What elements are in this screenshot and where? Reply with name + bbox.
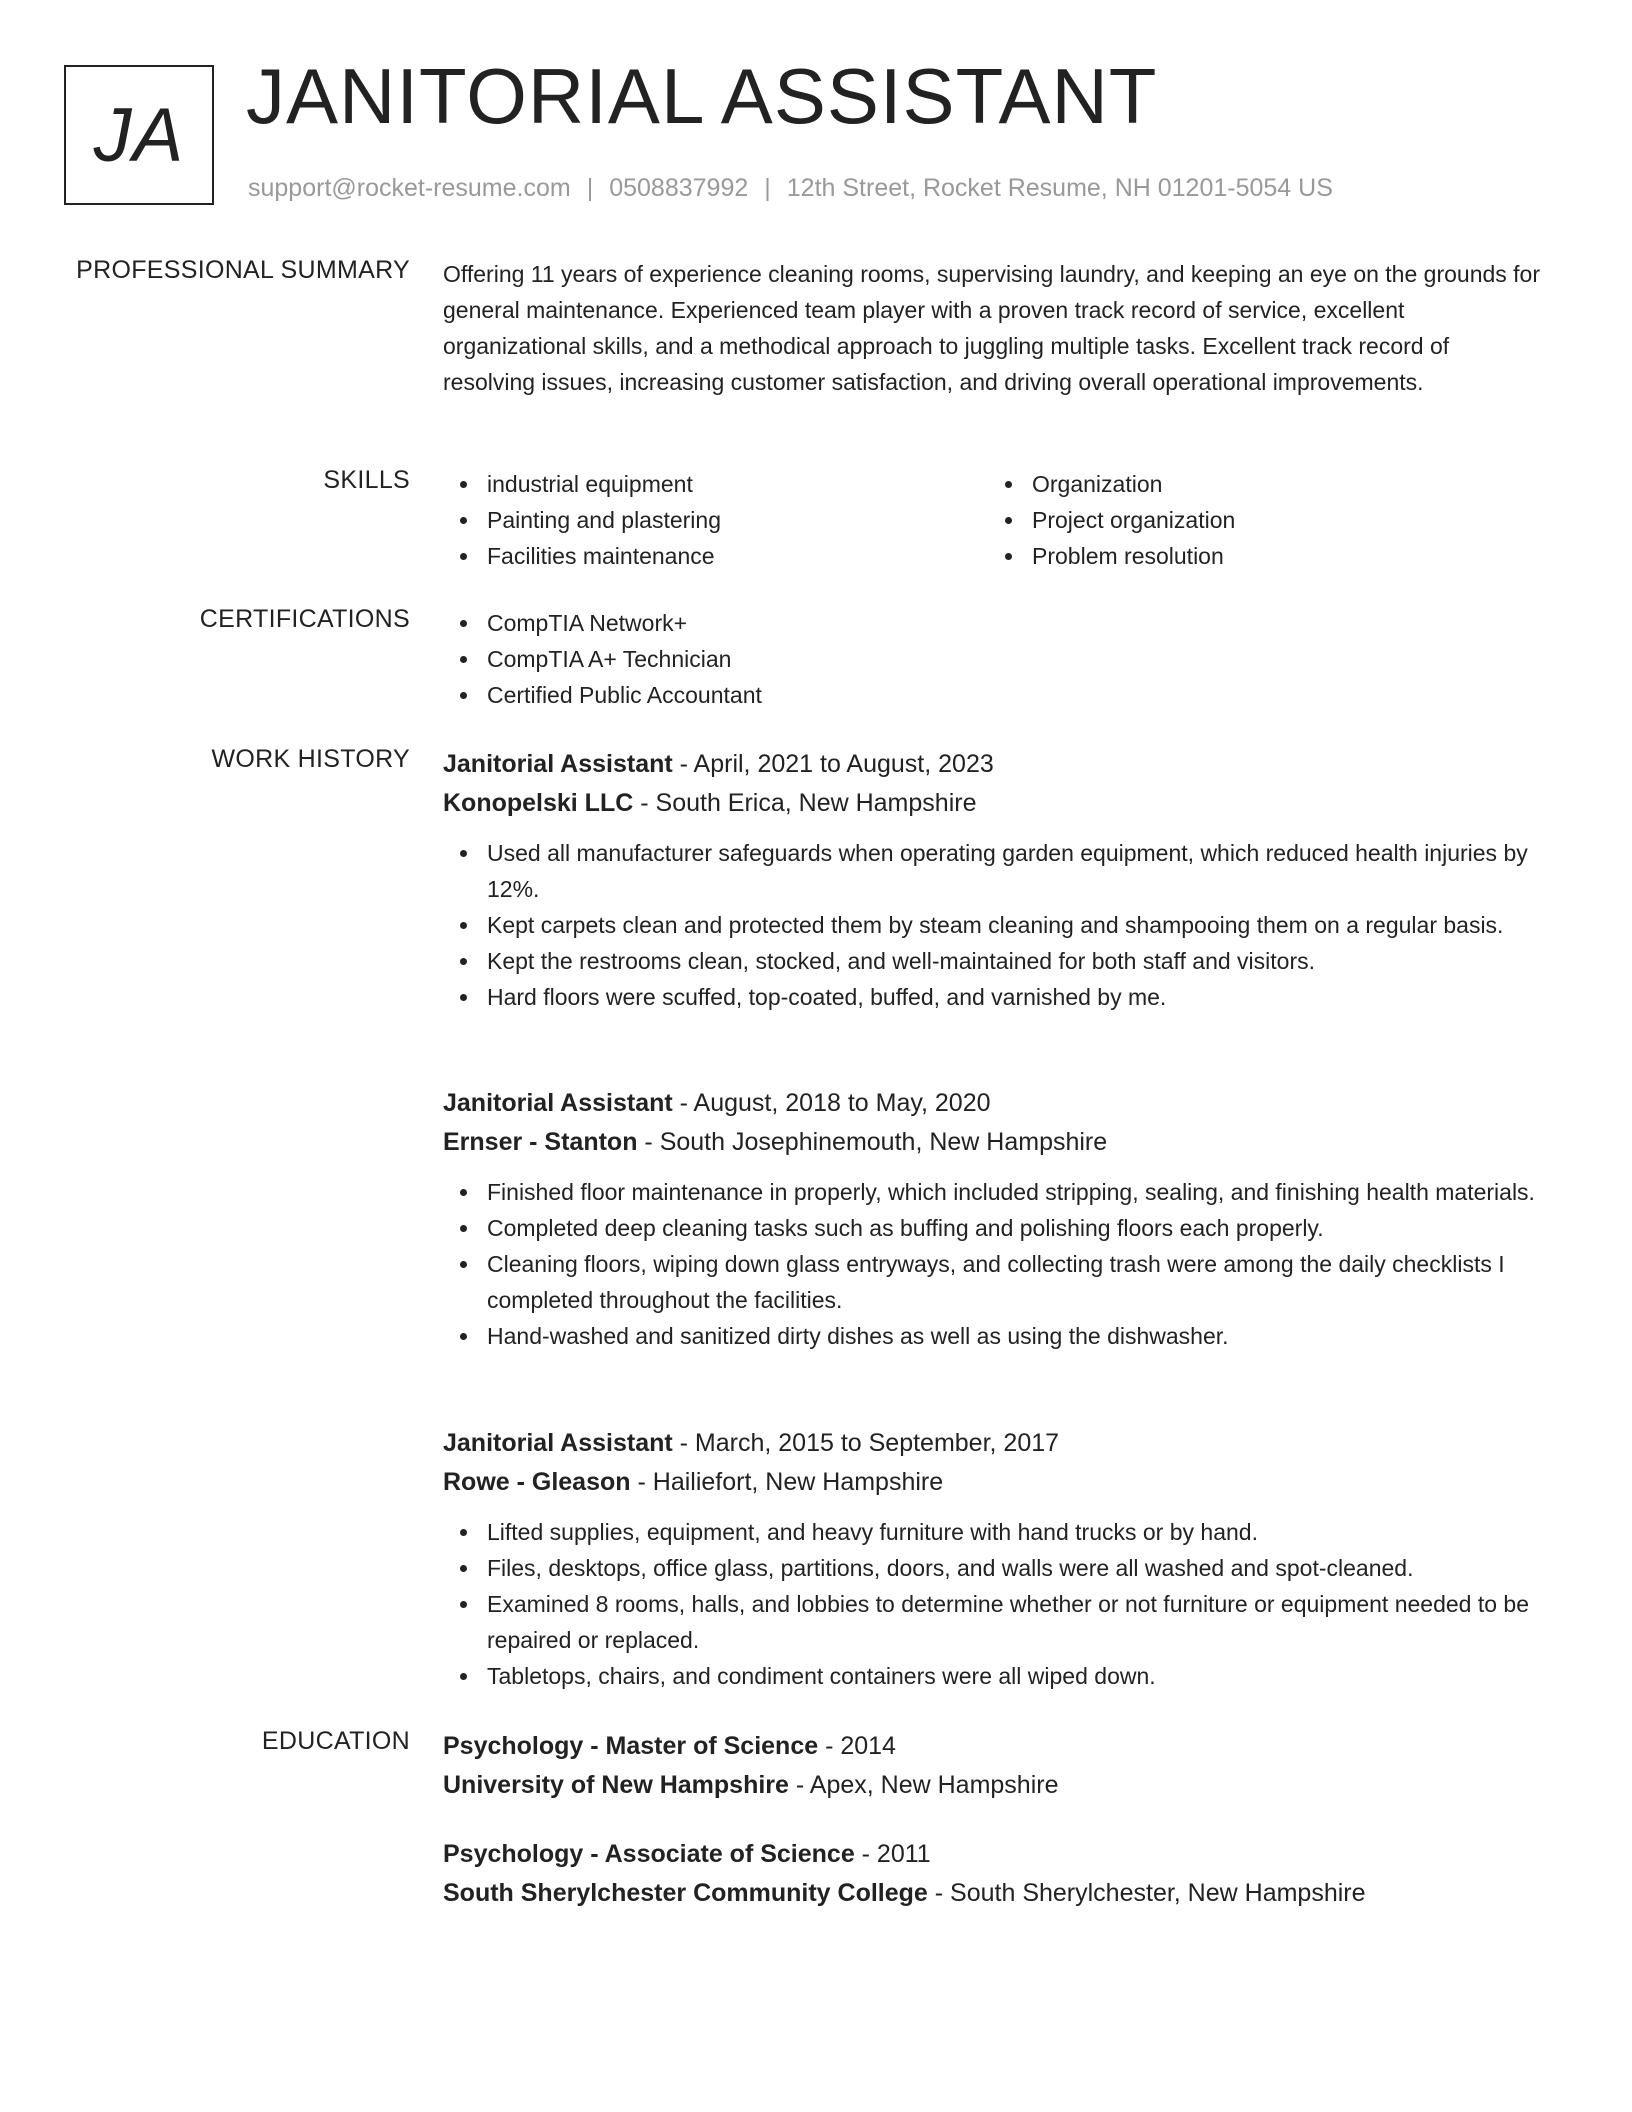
job-entry — [443, 1424, 1543, 1694]
section-heading-education: EDUCATION — [261, 1727, 410, 1755]
job-bullets — [443, 1514, 1543, 1694]
skill-item: industrial equipment — [443, 466, 988, 502]
skill-item: Facilities maintenance — [443, 538, 988, 574]
certification-item: CompTIA A+ Technician — [443, 641, 1543, 677]
section-heading-work-history: WORK HISTORY — [211, 745, 410, 773]
education-school: University of New Hampshire — [443, 1771, 789, 1799]
job-entry — [443, 745, 1543, 1015]
job-bullet: Completed deep cleaning tasks such as buffing and polishing floors each properly. — [443, 1210, 1543, 1246]
job-bullets — [443, 835, 1543, 1015]
education-year: - 2014 — [818, 1732, 896, 1760]
skills-list-right — [988, 466, 1533, 574]
education-school-line — [443, 1874, 1543, 1913]
job-company: Ernser - Stanton — [443, 1128, 638, 1156]
monogram-initials: JA — [93, 92, 185, 178]
skills-grid — [443, 466, 1543, 574]
education-degree: Psychology - Associate of Science — [443, 1840, 855, 1868]
section-heading-skills: SKILLS — [323, 466, 410, 494]
job-bullet: Tabletops, chairs, and condiment containers were all wiped down. — [443, 1658, 1543, 1694]
job-bullets — [443, 1174, 1543, 1354]
section-heading-certifications: CERTIFICATIONS — [199, 605, 410, 633]
certification-item: Certified Public Accountant — [443, 677, 1543, 713]
resume-title: JANITORIAL ASSISTANT — [246, 52, 1158, 140]
education-year: - 2011 — [854, 1840, 931, 1868]
job-bullet: Kept carpets clean and protected them by steam cleaning and shampooing them on a regular basis. — [443, 907, 1543, 943]
certification-item: CompTIA Network+ — [443, 605, 1543, 641]
job-location: - South Erica, New Hampshire — [633, 789, 977, 817]
job-title: Janitorial Assistant — [443, 750, 673, 778]
education-degree-line — [443, 1835, 1543, 1874]
summary-text: Offering 11 years of experience cleaning rooms, supervising laundry, and keeping an eye on the grounds for general maintenance. Experienced team player with a proven track record of service, excellent organizational skills, and a methodical approach to juggling multiple tasks. Excellent track record of resolving issues, increasing customer satisfaction, and driving overall operational improvements. — [443, 261, 1541, 395]
job-dates: - April, 2021 to August, 2023 — [672, 750, 994, 778]
job-bullet: Lifted supplies, equipment, and heavy furniture with hand trucks or by hand. — [443, 1514, 1543, 1550]
job-title-line — [443, 1424, 1543, 1463]
skill-item: Problem resolution — [988, 538, 1533, 574]
job-title: Janitorial Assistant — [443, 1429, 673, 1457]
job-dates: - March, 2015 to September, 2017 — [672, 1429, 1060, 1457]
education-school: South Sherylchester Community College — [443, 1879, 928, 1907]
job-bullet: Examined 8 rooms, halls, and lobbies to determine whether or not furniture or equipment needed to be repaired or replaced. — [443, 1586, 1543, 1658]
job-bullet: Hand-washed and sanitized dirty dishes as well as using the dishwasher. — [443, 1318, 1543, 1354]
contact-phone[interactable]: 0508837992 — [609, 174, 749, 202]
job-company-line — [443, 784, 1543, 823]
section-heading-summary: PROFESSIONAL SUMMARY — [76, 256, 410, 284]
job-company-line — [443, 1463, 1543, 1502]
job-title-line — [443, 1084, 1543, 1123]
job-dates: - August, 2018 to May, 2020 — [672, 1089, 991, 1117]
job-title-line — [443, 745, 1543, 784]
job-bullet: Kept the restrooms clean, stocked, and well-maintained for both staff and visitors. — [443, 943, 1543, 979]
certifications-content — [443, 605, 1543, 713]
job-entry — [443, 1084, 1543, 1354]
skills-list-left — [443, 466, 988, 574]
skill-item: Project organization — [988, 502, 1533, 538]
education-entry — [443, 1727, 1543, 1805]
skill-item: Organization — [988, 466, 1533, 502]
job-bullet: Used all manufacturer safeguards when operating garden equipment, which reduced health injuries by 12%. — [443, 835, 1543, 907]
job-location: - South Josephinemouth, New Hampshire — [637, 1128, 1108, 1156]
job-bullet: Finished floor maintenance in properly, which included stripping, sealing, and finishing health materials. — [443, 1174, 1543, 1210]
education-degree: Psychology - Master of Science — [443, 1732, 819, 1760]
certifications-list — [443, 605, 1543, 713]
job-company: Rowe - Gleason — [443, 1468, 631, 1496]
job-bullet: Hard floors were scuffed, top-coated, buffed, and varnished by me. — [443, 979, 1543, 1015]
job-bullet: Cleaning floors, wiping down glass entryways, and collecting trash were among the daily checklists I completed throughout the facilities. — [443, 1246, 1543, 1318]
monogram-box — [64, 65, 214, 205]
contact-separator: | — [764, 174, 771, 202]
education-location: - South Sherylchester, New Hampshire — [927, 1879, 1366, 1907]
job-bullet: Files, desktops, office glass, partitions, doors, and walls were all washed and spot-cleaned. — [443, 1550, 1543, 1586]
education-entry — [443, 1835, 1543, 1913]
job-company-line — [443, 1123, 1543, 1162]
job-title: Janitorial Assistant — [443, 1089, 673, 1117]
job-location: - Hailiefort, New Hampshire — [630, 1468, 944, 1496]
education-school-line — [443, 1766, 1543, 1805]
contact-address: 12th Street, Rocket Resume, NH 01201-5054 US — [786, 174, 1333, 202]
job-company: Konopelski LLC — [443, 789, 634, 817]
education-location: - Apex, New Hampshire — [788, 1771, 1059, 1799]
contact-separator: | — [586, 174, 594, 202]
skill-item: Painting and plastering — [443, 502, 988, 538]
contact-email[interactable]: support@rocket-resume.com — [248, 174, 571, 202]
education-degree-line — [443, 1727, 1543, 1766]
contact-line — [248, 174, 1333, 203]
